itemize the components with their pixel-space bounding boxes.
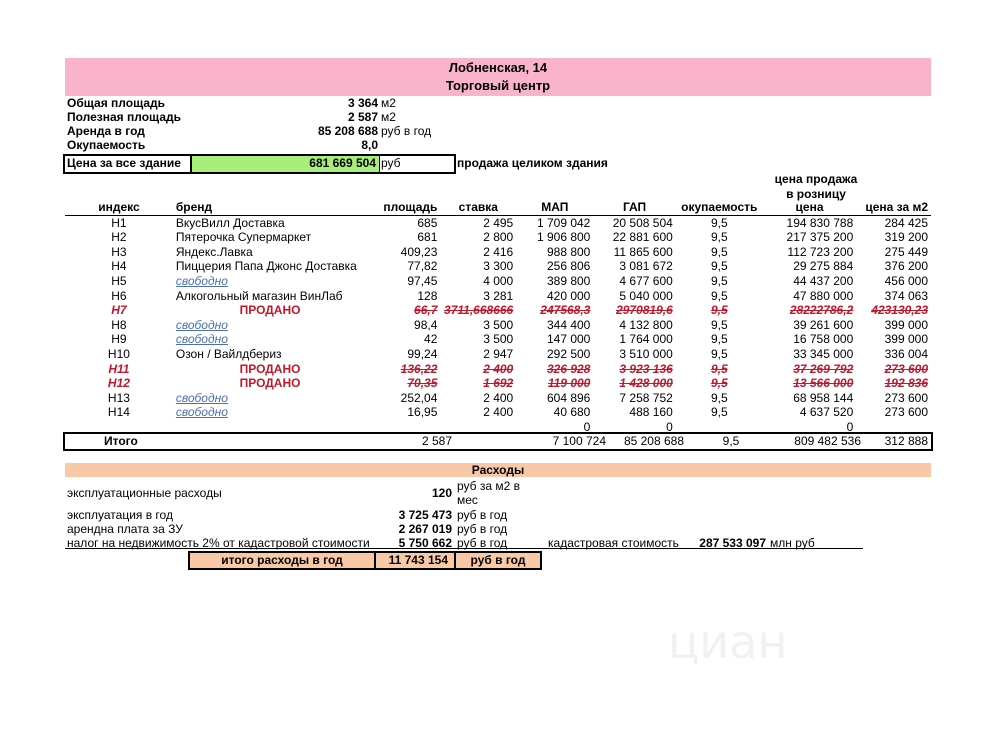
- row-brand: [173, 318, 367, 333]
- header-brand: бренд: [173, 200, 367, 215]
- rental-table: [65, 200, 931, 435]
- expense-value-tax: 5 750 662: [398, 536, 452, 550]
- row-price-per-m2: 273 600: [884, 405, 928, 420]
- row-map: 1 709 042: [536, 215, 591, 230]
- row-price-per-m2: 374 063: [884, 288, 928, 303]
- row-gap: 3 081 672: [619, 259, 673, 274]
- header-map: МАП: [516, 200, 593, 215]
- row-retail-price: 68 958 144: [793, 390, 854, 405]
- row-map: 256 806: [546, 259, 591, 274]
- table-row: [65, 259, 931, 274]
- table-row: [65, 230, 931, 245]
- table-row: [65, 362, 931, 377]
- table-row: [65, 215, 931, 230]
- header-index: индекс: [65, 200, 173, 215]
- row-rate: 2 416: [483, 244, 514, 259]
- table-row: [65, 405, 931, 420]
- summary-label-rent: Аренда в год: [67, 124, 145, 138]
- row-retail-price: 13 566 000: [793, 376, 854, 391]
- expense-unit-land: руб в год: [457, 522, 508, 536]
- row-payback: 9,5: [710, 376, 728, 391]
- row-brand: ПРОДАНО: [239, 376, 301, 391]
- row-payback: 9,5: [710, 273, 728, 288]
- row-gap: 3 510 000: [619, 346, 673, 361]
- row-rate: 2 495: [483, 215, 514, 230]
- total-area: 2 587: [421, 434, 452, 448]
- row-map: 40 680: [553, 405, 591, 420]
- expense-unit-annual: руб в год: [457, 508, 508, 522]
- row-area: 128: [417, 288, 438, 303]
- expenses-divider: [65, 548, 863, 549]
- row-area: 16,95: [407, 405, 438, 420]
- row-area: 70,35: [407, 376, 438, 391]
- price-value: 681 669 504: [309, 156, 376, 170]
- table-row: [65, 245, 931, 260]
- table-row: [65, 332, 931, 347]
- cadastral-label: кадастровая стоимость: [548, 536, 679, 550]
- row-retail-price: 112 723 200: [787, 244, 854, 259]
- row-gap: 5 040 000: [619, 288, 673, 303]
- row-retail-price: 4 637 520: [799, 405, 854, 420]
- row-index: Н11: [108, 361, 130, 376]
- row-price-per-m2: 273 600: [884, 361, 928, 376]
- row-rate: 3 500: [483, 332, 514, 347]
- total-gap: 85 208 688: [623, 434, 684, 448]
- vacant-link[interactable]: свободно: [175, 317, 228, 332]
- cadastral-unit: млн руб: [770, 536, 815, 550]
- expense-label-land: арендна плата за ЗУ: [67, 522, 183, 536]
- summary-unit-rent: руб в год: [381, 124, 432, 138]
- row-gap: 2970819,6: [616, 303, 673, 318]
- header-rate: ставка: [440, 200, 516, 215]
- row-retail-price: 33 345 000: [793, 346, 854, 361]
- row-brand: Яндекс.Лавка: [175, 244, 253, 259]
- row-price-per-m2: 192 836: [884, 376, 928, 391]
- row-gap: 7 258 752: [619, 390, 673, 405]
- total-label: Итого: [104, 434, 138, 448]
- row-brand: Алкогольный магазин ВинЛаб: [175, 288, 343, 303]
- row-brand: ПРОДАНО: [239, 361, 301, 376]
- total-price-m2: 312 888: [884, 434, 928, 448]
- row-map: 344 400: [546, 317, 591, 332]
- row-payback: 9,5: [710, 288, 728, 303]
- row-area: 409,23: [400, 244, 438, 259]
- row-retail-price: 16 758 000: [793, 332, 854, 347]
- row-map: 1 906 800: [536, 230, 591, 245]
- row-area: 136,22: [400, 361, 438, 376]
- row-map: 292 500: [546, 346, 591, 361]
- row-map: 420 000: [546, 288, 591, 303]
- table-row: [65, 347, 931, 362]
- summary-label-payback: Окупаемость: [67, 138, 146, 152]
- row-map: 0: [583, 419, 591, 434]
- watermark-logo: циан: [668, 615, 788, 669]
- row-price-per-m2: 376 200: [884, 259, 928, 274]
- row-payback: 9,5: [710, 390, 728, 405]
- row-brand: [173, 332, 367, 347]
- expense-label-ops: эксплуатационные расходы: [67, 486, 222, 500]
- row-index: Н1: [111, 215, 127, 230]
- row-gap: 4 677 600: [619, 273, 673, 288]
- row-index: Н6: [111, 288, 127, 303]
- vacant-link[interactable]: свободно: [175, 390, 228, 405]
- row-index: Н12: [107, 376, 130, 391]
- expenses-total-unit: руб в год: [470, 553, 526, 567]
- row-retail-price: 37 269 792: [793, 361, 854, 376]
- row-area: 66,7: [414, 303, 438, 318]
- row-price-per-m2: 273 600: [884, 390, 928, 405]
- row-price-per-m2: 284 425: [884, 215, 928, 230]
- table-row: [65, 274, 931, 289]
- header-area: площадь: [367, 200, 440, 215]
- expense-value-land: 2 267 019: [398, 522, 452, 536]
- row-rate: 2 400: [483, 405, 514, 420]
- total-retail: 809 482 536: [794, 434, 861, 448]
- row-map: 247568,3: [540, 303, 591, 318]
- summary-value-rent: 85 208 688: [317, 124, 378, 138]
- row-index: Н9: [111, 332, 127, 347]
- row-price-per-m2: 319 200: [884, 230, 928, 245]
- header-retail-line1: цена продажа: [774, 172, 858, 186]
- row-gap: 0: [666, 419, 673, 434]
- row-map: 119 000: [547, 376, 591, 391]
- row-retail-price: 194 830 788: [786, 215, 854, 230]
- row-payback: 9,5: [710, 361, 728, 376]
- price-label: Цена за все здание: [67, 156, 181, 170]
- expense-label-tax: налог на недвижимость 2% от кадастровой стоимости: [67, 536, 370, 550]
- table-row: [65, 318, 931, 333]
- table-header-row: [65, 200, 931, 215]
- row-area: 42: [424, 332, 438, 347]
- row-gap: 488 160: [629, 405, 673, 420]
- row-gap: 11 865 600: [613, 244, 673, 259]
- price-note: продажа целиком здания: [457, 156, 608, 170]
- row-brand: Озон / Вайлдбериз: [175, 346, 282, 361]
- row-rate: 3 300: [483, 259, 514, 274]
- row-map: 988 800: [546, 244, 591, 259]
- table-row: [65, 376, 931, 391]
- row-payback: 9,5: [710, 332, 728, 347]
- row-rate: 2 947: [483, 346, 514, 361]
- summary-value-useful: 2 587: [347, 110, 378, 124]
- expense-value-annual: 3 725 473: [398, 508, 452, 522]
- row-area: 252,04: [400, 390, 438, 405]
- row-brand: [173, 405, 367, 420]
- row-payback: 9,5: [710, 215, 728, 230]
- row-price-per-m2: 336 004: [884, 346, 928, 361]
- table-row: [65, 391, 931, 406]
- summary-unit-useful: м2: [381, 110, 396, 124]
- expense-value-ops: 120: [431, 486, 452, 500]
- row-index: Н10: [107, 346, 130, 361]
- summary-value-payback: 8,0: [361, 138, 378, 152]
- header-retail-price: цена: [763, 200, 856, 215]
- row-rate: 3711,668666: [444, 303, 514, 318]
- row-index: Н2: [111, 230, 127, 245]
- row-rate: 2 800: [483, 230, 514, 245]
- row-index: Н13: [107, 390, 130, 405]
- price-unit: руб: [381, 156, 401, 170]
- header-price-per-m2: цена за м2: [856, 200, 931, 215]
- row-rate: 1 692: [483, 376, 514, 391]
- row-rate: 3 281: [483, 288, 514, 303]
- row-brand: Пиццерия Папа Джонс Доставка: [175, 259, 357, 274]
- expenses-total-label: итого расходы в год: [221, 553, 343, 567]
- row-index: Н8: [111, 317, 127, 332]
- row-map: 147 000: [546, 332, 591, 347]
- row-payback: 9,5: [710, 244, 728, 259]
- row-payback: 9,5: [710, 405, 728, 420]
- vacant-link[interactable]: свободно: [175, 273, 228, 288]
- row-rate: 2 400: [483, 390, 514, 405]
- page-subtitle: Торговый центр: [445, 78, 551, 93]
- cadastral-value: 287 533 097: [699, 536, 766, 550]
- row-brand: [173, 274, 367, 289]
- row-index: Н4: [111, 259, 127, 274]
- expense-label-annual: эксплуатация в год: [67, 508, 173, 522]
- row-brand: ВкусВилл Доставка: [175, 215, 285, 230]
- header-retail-line2: в розницу: [786, 187, 846, 201]
- row-price-per-m2: 275 449: [884, 244, 928, 259]
- row-retail-price: 39 261 600: [793, 317, 854, 332]
- row-gap: 1 764 000: [619, 332, 673, 347]
- row-gap: 3 923 136: [619, 361, 673, 376]
- header-gap: ГАП: [593, 200, 675, 215]
- row-payback: 9,5: [710, 303, 728, 318]
- row-price-per-m2: 399 000: [884, 332, 928, 347]
- header-payback: окупаемость: [676, 200, 763, 215]
- expense-unit-ops-2: мес: [457, 493, 478, 507]
- row-map: 389 800: [546, 273, 591, 288]
- row-index: Н5: [111, 273, 127, 288]
- summary-label-area: Общая площадь: [67, 96, 166, 110]
- page-title: Лобненская, 14: [448, 60, 548, 75]
- row-gap: 22 881 600: [612, 230, 673, 245]
- summary-value-area: 3 364: [347, 96, 378, 110]
- row-gap: 4 132 800: [619, 317, 673, 332]
- row-price-per-m2: 399 000: [884, 317, 928, 332]
- row-price-per-m2: 423130,23: [871, 303, 928, 318]
- row-payback: 9,5: [710, 230, 728, 245]
- row-rate: 4 000: [483, 273, 514, 288]
- row-area: 685: [417, 215, 438, 230]
- table-row: [65, 289, 931, 304]
- expense-unit-tax: руб в год: [457, 536, 508, 550]
- row-retail-price: 217 375 200: [786, 230, 854, 245]
- expenses-total-value: 11 743 154: [388, 553, 448, 567]
- summary-unit-area: м2: [381, 96, 396, 110]
- summary-label-useful: Полезная площадь: [67, 110, 181, 124]
- row-retail-price: 47 880 000: [793, 288, 854, 303]
- row-index: Н14: [107, 405, 130, 420]
- row-retail-price: 44 437 200: [793, 273, 854, 288]
- row-price-per-m2: 456 000: [884, 273, 928, 288]
- row-brand: Пятерочка Супермаркет: [175, 230, 312, 245]
- row-retail-price: 29 275 884: [793, 259, 854, 274]
- vacant-link[interactable]: свободно: [175, 405, 228, 420]
- total-map: 7 100 724: [552, 434, 606, 448]
- row-index: Н7: [111, 303, 127, 318]
- row-payback: 9,5: [710, 346, 728, 361]
- row-payback: 9,5: [710, 317, 728, 332]
- row-area: 97,45: [407, 273, 438, 288]
- row-gap: 1 428 000: [619, 376, 673, 391]
- row-index: Н3: [111, 244, 127, 259]
- row-brand: ПРОДАНО: [239, 303, 301, 318]
- row-retail-price: 0: [846, 419, 854, 434]
- expenses-title: Расходы: [471, 463, 525, 477]
- row-retail-price: 28222786,2: [789, 303, 854, 318]
- row-map: 326 928: [546, 361, 591, 376]
- row-area: 99,24: [407, 346, 438, 361]
- expense-unit-ops-1: руб за м2 в: [457, 479, 521, 493]
- row-map: 604 896: [546, 390, 591, 405]
- row-payback: 9,5: [710, 259, 728, 274]
- row-gap: 20 508 504: [612, 215, 673, 230]
- row-rate: 2 400: [483, 361, 514, 376]
- table-row: [65, 303, 931, 318]
- row-area: 681: [417, 230, 438, 245]
- row-rate: 3 500: [483, 317, 514, 332]
- row-area: 77,82: [407, 259, 438, 274]
- total-payback: 9,5: [722, 434, 740, 448]
- vacant-link[interactable]: свободно: [175, 332, 228, 347]
- row-brand: [173, 391, 367, 406]
- row-area: 98,4: [414, 317, 438, 332]
